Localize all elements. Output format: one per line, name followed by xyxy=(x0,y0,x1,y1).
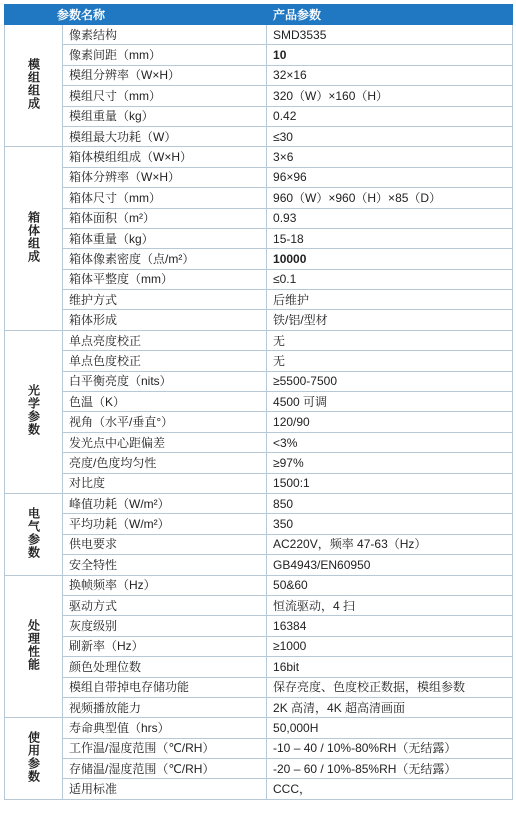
param-name-cell: 单点亮度校正 xyxy=(63,330,267,350)
group-label xyxy=(5,718,63,800)
table-row xyxy=(5,330,513,350)
table-row xyxy=(5,392,513,412)
param-value-cell: 恒流驱动，4 扫 xyxy=(267,595,513,615)
group-label xyxy=(5,330,63,493)
table-row xyxy=(5,290,513,310)
param-value-cell: 15-18 xyxy=(267,228,513,248)
param-value-cell: 无 xyxy=(267,351,513,371)
param-name-cell: 模组重量（kg） xyxy=(63,106,267,126)
param-name-cell: 平均功耗（W/m²） xyxy=(63,514,267,534)
param-name-cell: 适用标准 xyxy=(63,779,267,799)
param-value-cell: CCC， xyxy=(267,779,513,799)
param-name-cell: 箱体面积（m²） xyxy=(63,208,267,228)
group-label xyxy=(5,493,63,575)
spec-table xyxy=(4,4,513,800)
param-value-cell: SMD3535 xyxy=(267,25,513,45)
param-name-cell: 视角（水平/垂直°） xyxy=(63,412,267,432)
param-name-cell: 颜色处理位数 xyxy=(63,657,267,677)
param-name-cell: 像素结构 xyxy=(63,25,267,45)
param-name-cell: 模组自带掉电存储功能 xyxy=(63,677,267,697)
group-title: 模组组成 xyxy=(26,58,41,111)
param-name-cell: 驱动方式 xyxy=(63,595,267,615)
table-row xyxy=(5,657,513,677)
table-row xyxy=(5,371,513,391)
table-row xyxy=(5,595,513,615)
param-name-cell: 刷新率（Hz） xyxy=(63,636,267,656)
table-row xyxy=(5,208,513,228)
param-name-cell: 亮度/色度均匀性 xyxy=(63,453,267,473)
spec-table-body xyxy=(5,25,513,800)
param-name-cell: 模组分辨率（W×H） xyxy=(63,65,267,85)
param-value-cell: 后维护 xyxy=(267,290,513,310)
param-value-cell: ≥1000 xyxy=(267,636,513,656)
param-value-cell: 850 xyxy=(267,493,513,513)
table-row xyxy=(5,738,513,758)
param-name-cell: 供电要求 xyxy=(63,534,267,554)
param-value-cell: GB4943/EN60950 xyxy=(267,555,513,575)
table-row xyxy=(5,534,513,554)
param-value-cell: 1500:1 xyxy=(267,473,513,493)
param-name-cell: 单点色度校正 xyxy=(63,351,267,371)
param-value-cell: 0.93 xyxy=(267,208,513,228)
param-value-cell: 96×96 xyxy=(267,167,513,187)
table-row xyxy=(5,412,513,432)
table-row xyxy=(5,779,513,799)
group-label xyxy=(5,147,63,331)
table-row xyxy=(5,718,513,738)
table-row xyxy=(5,269,513,289)
table-row xyxy=(5,453,513,473)
param-name-cell: 发光点中心距偏差 xyxy=(63,432,267,452)
group-label xyxy=(5,575,63,718)
table-row xyxy=(5,759,513,779)
table-row xyxy=(5,106,513,126)
param-value-cell: 320（W）×160（H） xyxy=(267,86,513,106)
param-value-cell: 2K 高清，4K 超高清画面 xyxy=(267,697,513,717)
param-name-cell: 箱体像素密度（点/m²） xyxy=(63,249,267,269)
param-value-cell: 32×16 xyxy=(267,65,513,85)
table-row xyxy=(5,616,513,636)
param-name-cell: 存储温/湿度范围（℃/RH） xyxy=(63,759,267,779)
param-value-cell: 120/90 xyxy=(267,412,513,432)
table-row xyxy=(5,432,513,452)
param-value-cell: 50&60 xyxy=(267,575,513,595)
param-name-cell: 箱体形成 xyxy=(63,310,267,330)
param-name-cell: 换帧频率（Hz） xyxy=(63,575,267,595)
table-row xyxy=(5,636,513,656)
table-row xyxy=(5,493,513,513)
table-row xyxy=(5,473,513,493)
param-name-cell: 工作温/湿度范围（℃/RH） xyxy=(63,738,267,758)
param-name-cell: 箱体平整度（mm） xyxy=(63,269,267,289)
table-row xyxy=(5,697,513,717)
param-value-cell: 960（W）×960（H）×85（D） xyxy=(267,188,513,208)
table-row xyxy=(5,167,513,187)
table-row xyxy=(5,126,513,146)
param-value-cell: 4500 可调 xyxy=(267,392,513,412)
header-param-name: 参数名称 xyxy=(5,5,267,25)
table-row xyxy=(5,351,513,371)
param-name-cell: 像素间距（mm） xyxy=(63,45,267,65)
param-name-cell: 箱体模组组成（W×H） xyxy=(63,147,267,167)
param-name-cell: 安全特性 xyxy=(63,555,267,575)
param-name-cell: 箱体尺寸（mm） xyxy=(63,188,267,208)
param-value-cell: <3% xyxy=(267,432,513,452)
table-row xyxy=(5,25,513,45)
group-title: 箱体组成 xyxy=(26,211,41,264)
param-name-cell: 维护方式 xyxy=(63,290,267,310)
param-name-cell: 箱体重量（kg） xyxy=(63,228,267,248)
param-name-cell: 箱体分辨率（W×H） xyxy=(63,167,267,187)
group-title: 使用参数 xyxy=(26,731,41,784)
table-row xyxy=(5,514,513,534)
param-value-cell: ≥97% xyxy=(267,453,513,473)
table-row xyxy=(5,86,513,106)
param-value-cell: 10000 xyxy=(267,249,513,269)
param-name-cell: 视频播放能力 xyxy=(63,697,267,717)
param-value-cell: 铁/铝/型材 xyxy=(267,310,513,330)
param-name-cell: 灰度级别 xyxy=(63,616,267,636)
header-param-value: 产品参数 xyxy=(267,5,513,25)
param-name-cell: 模组尺寸（mm） xyxy=(63,86,267,106)
table-row xyxy=(5,188,513,208)
table-row xyxy=(5,310,513,330)
table-row xyxy=(5,677,513,697)
param-name-cell: 峰值功耗（W/m²） xyxy=(63,493,267,513)
param-value-cell: 50,000H xyxy=(267,718,513,738)
param-value-cell: ≤30 xyxy=(267,126,513,146)
param-name-cell: 色温（K） xyxy=(63,392,267,412)
table-row xyxy=(5,65,513,85)
table-row xyxy=(5,147,513,167)
table-row xyxy=(5,575,513,595)
param-name-cell: 对比度 xyxy=(63,473,267,493)
table-row xyxy=(5,45,513,65)
param-value-cell: 3×6 xyxy=(267,147,513,167)
table-row xyxy=(5,555,513,575)
group-title: 处理性能 xyxy=(26,618,41,671)
param-value-cell: 16384 xyxy=(267,616,513,636)
param-value-cell: 10 xyxy=(267,45,513,65)
param-value-cell: 无 xyxy=(267,330,513,350)
table-row xyxy=(5,249,513,269)
param-value-cell: -20 – 60 / 10%-85%RH（无结露） xyxy=(267,759,513,779)
param-value-cell: 350 xyxy=(267,514,513,534)
param-value-cell: ≤0.1 xyxy=(267,269,513,289)
header-row xyxy=(5,5,513,25)
param-value-cell: AC220V，频率 47-63（Hz） xyxy=(267,534,513,554)
param-value-cell: 0.42 xyxy=(267,106,513,126)
param-value-cell: 保存亮度、色度校正数据，模组参数 xyxy=(267,677,513,697)
table-row xyxy=(5,228,513,248)
group-label xyxy=(5,25,63,147)
group-title: 光学参数 xyxy=(26,384,41,437)
group-title: 电气参数 xyxy=(26,506,41,559)
spec-table-container xyxy=(4,4,512,800)
param-value-cell: 16bit xyxy=(267,657,513,677)
param-name-cell: 白平衡亮度（nits） xyxy=(63,371,267,391)
param-value-cell: -10 – 40 / 10%-80%RH（无结露） xyxy=(267,738,513,758)
param-value-cell: ≥5500-7500 xyxy=(267,371,513,391)
param-name-cell: 寿命典型值（hrs） xyxy=(63,718,267,738)
param-name-cell: 模组最大功耗（W） xyxy=(63,126,267,146)
